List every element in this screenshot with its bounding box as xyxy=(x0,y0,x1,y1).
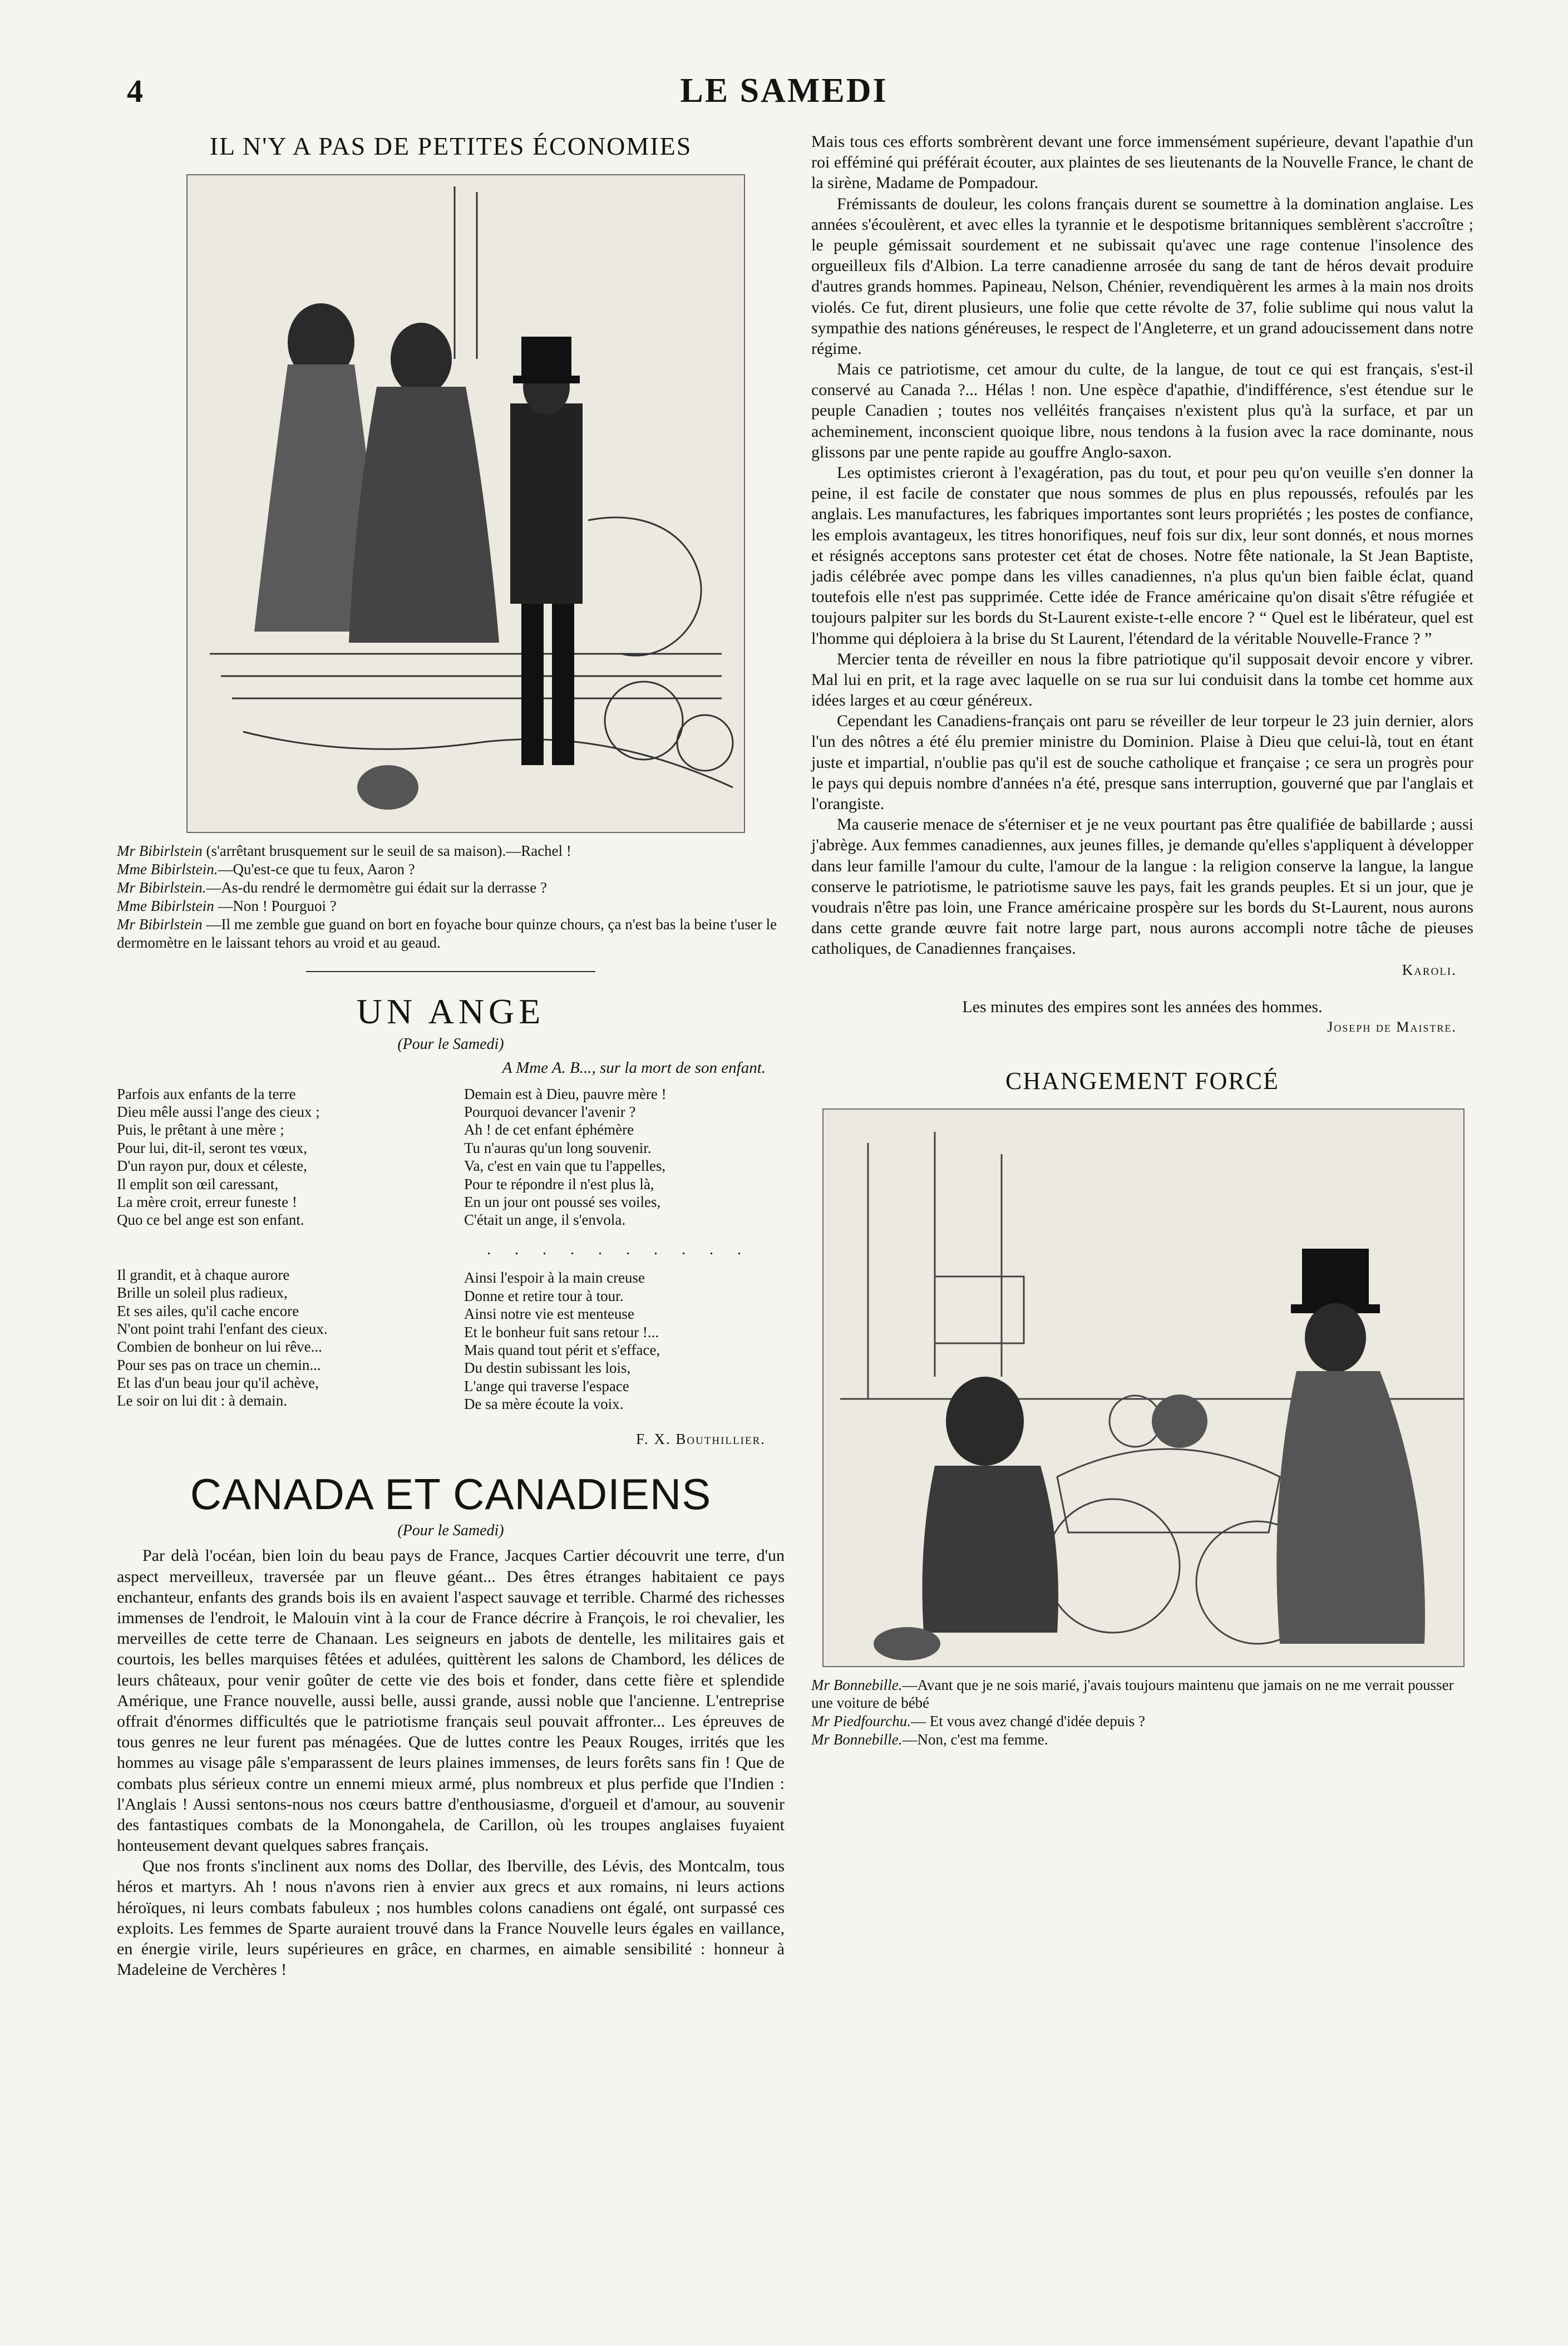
caption-line xyxy=(117,879,785,897)
article-signature: Karoli. xyxy=(1402,961,1457,978)
poem-dots: . . . . . . . . . . xyxy=(487,1240,751,1258)
poem-body xyxy=(117,1085,785,1428)
cartoon1-illustration xyxy=(186,174,745,833)
cartoon1-drawing xyxy=(188,175,744,832)
verse: Dieu mêle aussi l'ange des cieux ; xyxy=(117,1103,320,1121)
verse: Et le bonheur fuit sans retour !... xyxy=(464,1323,659,1340)
caption-text: —Avant que je ne sois marié, j'avais toujours maintenu que jamais on ne me verrait pousser une voiture de bébé xyxy=(811,1676,1454,1712)
verse: Il emplit son œil caressant, xyxy=(117,1175,279,1192)
cartoon2-illustration xyxy=(822,1108,1465,1667)
page-number: 4 xyxy=(127,73,143,109)
verse: Pour lui, dit-il, seront tes vœux, xyxy=(117,1139,307,1156)
verse: Ah ! de cet enfant éphémère xyxy=(464,1121,634,1138)
right-column xyxy=(811,131,1473,1749)
caption-line xyxy=(811,1676,1473,1713)
divider xyxy=(306,971,595,972)
stanza xyxy=(117,1266,437,1410)
masthead: LE SAMEDI xyxy=(680,72,888,110)
verse: Parfois aux enfants de la terre xyxy=(117,1085,296,1102)
verse: Tu n'auras qu'un long souvenir. xyxy=(464,1139,652,1156)
caption-speaker: Mr Bonnebille. xyxy=(811,1676,903,1693)
verse: Ainsi l'espoir à la main creuse xyxy=(464,1269,645,1287)
caption-text: —Non ! Pourguoi ? xyxy=(218,897,337,914)
cartoon2-title: CHANGEMENT FORCÉ xyxy=(1005,1067,1279,1095)
caption-speaker: Mr Bibirlstein xyxy=(117,915,203,933)
stanza xyxy=(464,1085,785,1229)
caption-text: —Qu'est-ce que tu feux, Aaron ? xyxy=(218,860,415,878)
poem-right-column xyxy=(464,1085,785,1428)
caption-speaker: Mme Bibirlstein xyxy=(117,897,214,914)
article-right-text xyxy=(811,131,1473,959)
verse: La mère croit, erreur funeste ! xyxy=(117,1193,297,1210)
caption-line xyxy=(811,1731,1473,1749)
verse: Ainsi notre vie est menteuse xyxy=(464,1305,634,1323)
paragraph: Cependant les Canadiens-français ont paru se réveiller de leur torpeur le 23 juin dernier, alors l'un des nôtres a été élu premier ministre du Dominion. Plaise à Dieu que celui-là, tout en étant juste et impartial, n'oublie pas qu'il est de souche catholique et française ; ce sera un progrès pour le pays qui depuis nombre d'années n'a été, presque sans interruption, gouverné que par l'anglais et l'orangiste. xyxy=(811,712,1473,813)
caption-text: — Et vous avez changé d'idée depuis ? xyxy=(910,1713,1145,1730)
paragraph: Que nos fronts s'inclinent aux noms des Dollar, des Iberville, des Lévis, des Montcalm, tous héros et martyrs. Ah ! nous n'avons rien à envier aux grecs et aux romains, ni leurs actions héroïques, ni leurs combats fabuleux ; nos humbles colons canadiens ont égalé, ont surpassé ces exploits. Les femmes de Sparte auraient trouvé dans la France Nouvelle leurs égales en vaillance, en énergie virile, leurs supérieures en grâce, en charmes, en aimable sensibilité : honneur à Madeleine de Verchères ! xyxy=(117,1857,785,1979)
verse: Et ses ailes, qu'il cache encore xyxy=(117,1302,299,1319)
paragraph: Mercier tenta de réveiller en nous la fibre patriotique qu'il supposait devoir encore y vibrer. Mal lui en prit, et la rage avec laquelle on se rua sur lui conduisit dans la tombe cet homme aux idées larges et au cœur généreux. xyxy=(811,649,1473,710)
paragraph: Mais ce patriotisme, cet amour du culte, de la langue, de tout ce qui est français, s'est-il conservé au Canada ?... Hélas ! non. Une espèce d'apathie, d'indifférence, s'est étendue sur le peuple Canadien ; toutes nos velléités françaises n'existent plus qu'à la surface, et par un acheminement, inconscient quoique libre, nous tendons à la fusion avec la race dominante, nous glissons par une pente rapide au gouffre Anglo-saxon. xyxy=(811,360,1473,461)
cartoon1-title: IL N'Y A PAS DE PETITES ÉCONOMIES xyxy=(209,132,692,160)
verse: L'ange qui traverse l'espace xyxy=(464,1377,629,1394)
caption-text: —Il me zemble gue guand on bort en foyache bour quinze chours, ça n'est bas la beine t'user le dermomètre en le laissant tehors au vroid et au geaud. xyxy=(117,915,777,951)
caption-text: —Non, c'est ma femme. xyxy=(902,1731,1048,1748)
verse: Du destin subissant les lois, xyxy=(464,1359,631,1377)
caption-speaker: Mr Bonnebille. xyxy=(811,1731,903,1748)
verse: Combien de bonheur on lui rêve... xyxy=(117,1338,322,1356)
verse: Pour ses pas on trace un chemin... xyxy=(117,1356,321,1373)
poem-title: UN ANGE xyxy=(356,991,545,1031)
verse: Demain est à Dieu, pauvre mère ! xyxy=(464,1085,667,1102)
verse: N'ont point trahi l'enfant des cieux. xyxy=(117,1320,328,1337)
verse: Donne et retire tour à tour. xyxy=(464,1287,624,1304)
poem-subtitle: (Pour le Samedi) xyxy=(397,1035,504,1053)
paragraph: Frémissants de douleur, les colons français durent se soumettre à la domination anglaise. Les années s'écoulèrent, et avec elles la tyrannie et le despotisme britanniques semblèrent s'accroître ; le peuple gémissait sourdement et ne subissait qu'avec une rage contenue l'insolence des orgueilleux fils d'Albion. La terre canadienne arrosée du sang de tant de héros devait produire d'autres grands hommes. Papineau, Nelson, Chénier, revendiquèrent les armes à la main nos droits violés. Ce fut, dirent plusieurs, une folie que cette révolte de 37, folie sublime qui nous valut la sympathie des nations généreuses, le respect de l'Angleterre, et un grand adoucissement dans notre régime. xyxy=(811,194,1473,358)
verse: En un jour ont poussé ses voiles, xyxy=(464,1193,661,1210)
paragraph: Par delà l'océan, bien loin du beau pays de France, Jacques Cartier découvrit une terre, d'un aspect merveilleux, traversée par un fleuve géant... Des êtres étranges habitaient ce pays enchanteur, enfants des grands bois ils en avaient l'aspect sauvage et terrible. Charmé des richesses immenses de l'endroit, le Malouin vint à la cour de France décrire à François, le roi chevalier, les merveilles de cette terre de Chanaan. Les seigneurs en jabots de dentelle, les militaires gais et courtois, les belles marquises fêtées et adulées, quittèrent les salons de Chambord, les délices de leurs châteaux, pour venir goûter de cette vie des bois et fonder, dans cette fière et splendide Amérique, une France nouvelle, aussi belle, aussi grande, aussi noble que l'ancienne. L'entreprise offrait d'énormes difficultés que le patriotisme français seul pouvait affronter... Les épreuves de tous genres ne leur furent pas ménagées. Que de luttes contre les Peaux Rouges, irrités que les hommes au visage pâle s'emparassent de leurs plaines immenses, de leurs forêts sans fin ! Que de combats plus sérieux contre un ennemi mieux armé, plus nombreux et plus perfide que l'Indien : l'Anglais ! Aussi sentons-nous nos cœurs battre d'enthousiasme, d'orgueil et d'amour, au souvenir des fantastiques combats de la Monongahela, de Carillon, où les troupes anglaises fuyaient honteusement devant quelques sabres français. xyxy=(117,1546,785,1855)
caption-line xyxy=(811,1712,1473,1731)
article-left-text xyxy=(117,1545,785,1980)
cartoon1-caption xyxy=(117,842,785,952)
paragraph: Mais tous ces efforts sombrèrent devant une force immensément supérieure, devant l'apathie d'un roi efféminé qui préférait écouter, aux plaintes de ses lieutenants de la Nouvelle France, le chant de la sirène, Madame de Pompadour. xyxy=(811,132,1473,193)
verse: Le soir on lui dit : à demain. xyxy=(117,1392,287,1409)
cartoon2-caption xyxy=(811,1676,1473,1749)
maxim-author: Joseph de Maistre. xyxy=(1327,1018,1457,1035)
stanza xyxy=(117,1085,437,1229)
left-column xyxy=(117,131,785,1980)
verse: C'était un ange, il s'envola. xyxy=(464,1211,626,1229)
caption-line xyxy=(117,842,785,860)
poem-left-column xyxy=(117,1085,437,1428)
verse: Mais quand tout périt et s'efface, xyxy=(464,1341,660,1358)
verse: Et las d'un beau jour qu'il achève, xyxy=(117,1374,319,1392)
caption-speaker: Mr Bibirlstein xyxy=(117,842,203,859)
verse: Il grandit, et à chaque aurore xyxy=(117,1266,290,1283)
caption-line xyxy=(117,915,785,952)
verse: Pourquoi devancer l'avenir ? xyxy=(464,1103,636,1121)
poem-signature: F. X. Bouthillier. xyxy=(635,1431,766,1448)
verse: De sa mère écoute la voix. xyxy=(464,1396,624,1413)
poem-dedication: A Mme A. B..., sur la mort de son enfant. xyxy=(502,1058,766,1077)
caption-speaker: Mr Piedfourchu. xyxy=(811,1713,911,1730)
stanza xyxy=(464,1269,785,1413)
paragraph: Les optimistes crieront à l'exagération, pas du tout, et pour peu qu'on veuille s'en donner la peine, il est facile de constater que nous sommes de plus en plus repoussés, refoulés par les anglais. Les manufactures, les fabriques importantes sont leurs propriétés ; les postes de confiance, les emplois avantageux, les titres honorifiques, neuf fois sur dix, leur sont donnés, et nous mornes et résignés acceptons sans protester cet état de choses. Notre fête nationale, la St Jean Baptiste, jadis célébrée avec pompe dans les villes canadiennes, n'a plus qu'un bien faible éclat, quand toutefois elle n'est pas supprimée. Cette idée de France américaine qu'on disait s'être réfugiée et toujours palpiter sur les bords du St-Laurent existe-t-elle encore ? “ Quel est le libérateur, quel est l'homme qui déploiera à la brise du St Laurent, l'étendard de la véritable Nouvelle-France ? ” xyxy=(811,464,1473,648)
verse: Quo ce bel ange est son enfant. xyxy=(117,1211,304,1229)
cartoon2-drawing xyxy=(824,1110,1463,1666)
verse: D'un rayon pur, doux et céleste, xyxy=(117,1157,307,1175)
maxim-text: Les minutes des empires sont les années des hommes. xyxy=(962,997,1323,1016)
paragraph: Ma causerie menace de s'éterniser et je ne veux pourtant pas être qualifiée de babillarde ; aussi j'abrège. Aux femmes canadiennes, aux jeunes filles, je demande qu'elles s'appliquent à développer dans leur famille l'amour du culte, l'amour de la langue : la religion conserve la langue, la langue conserve le patriotisme, le patriotisme sauve les pays, fait les grands peuples. Et si un jour, que je voudrais n'être pas loin, une France américaine prospère sur les bords du St-Laurent, nous aurons dans cette grande œuvre fait notre large part, nous aurons accompli notre tâche de pieuses catholiques, de Canadiennes françaises. xyxy=(811,815,1473,958)
verse: Va, c'est en vain que tu l'appelles, xyxy=(464,1157,666,1175)
caption-text: —As-du rendré le dermomètre gui édait sur la derrasse ? xyxy=(206,879,548,896)
caption-line xyxy=(117,860,785,879)
verse: Brille un soleil plus radieux, xyxy=(117,1284,288,1302)
caption-line xyxy=(117,897,785,915)
caption-text: (s'arrêtant brusquement sur le seuil de sa maison).—Rachel ! xyxy=(206,842,571,859)
article-title: CANADA ET CANADIENS xyxy=(190,1470,712,1519)
verse: Puis, le prêtant à une mère ; xyxy=(117,1121,284,1138)
article-subtitle: (Pour le Samedi) xyxy=(397,1522,504,1540)
verse: Pour te répondre il n'est plus là, xyxy=(464,1175,654,1192)
caption-speaker: Mr Bibirlstein. xyxy=(117,879,206,896)
caption-speaker: Mme Bibirlstein. xyxy=(117,860,218,878)
